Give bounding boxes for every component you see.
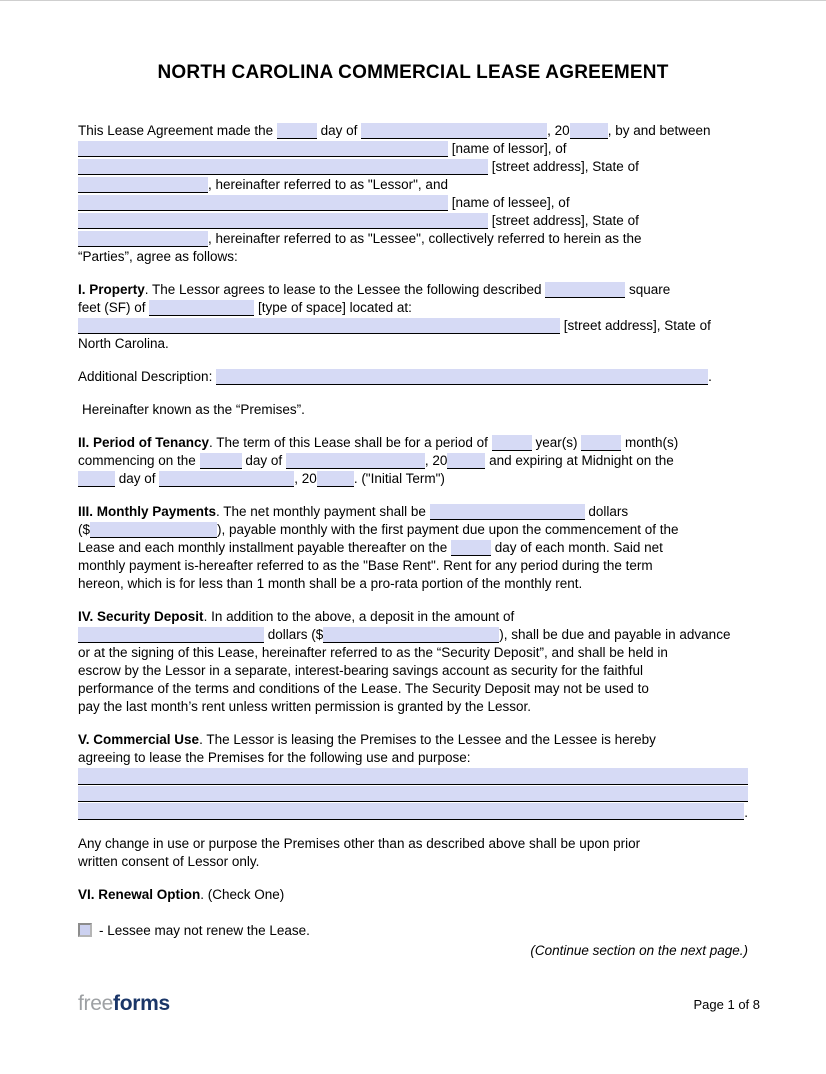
property-street-address-field[interactable] bbox=[78, 318, 560, 334]
intro-text: , by and between bbox=[607, 123, 711, 138]
start-month-field[interactable] bbox=[286, 453, 425, 469]
tenancy-text: month(s) bbox=[621, 435, 679, 450]
intro-text: , hereinafter referred to as "Lessee", collectively referred to herein as the bbox=[208, 231, 642, 246]
lessee-street-address-field[interactable] bbox=[78, 213, 488, 229]
tenancy-text: and expiring at Midnight on the bbox=[485, 453, 674, 468]
commercial-heading: V. Commercial Use bbox=[78, 732, 200, 747]
premises-text: Hereinafter known as the “Premises”. bbox=[82, 402, 305, 417]
property-text: [street address], State of bbox=[560, 318, 711, 333]
year-field[interactable] bbox=[570, 123, 608, 139]
security-text: performance of the terms and conditions of the Lease. The Security Deposit may not be used to bbox=[78, 681, 649, 696]
commercial-text: . The Lessor is leasing the Premises to the Lessee and the Lessee is hereby bbox=[199, 732, 656, 747]
deposit-amount-words-field[interactable] bbox=[78, 627, 264, 643]
intro-text: day of bbox=[316, 123, 362, 138]
rent-amount-number-field[interactable] bbox=[90, 522, 217, 538]
no-renewal-label: - Lessee may not renew the Lease. bbox=[99, 922, 310, 938]
property-text: North Carolina. bbox=[78, 336, 169, 351]
intro-line-6 bbox=[78, 212, 748, 230]
rent-due-day-field[interactable] bbox=[451, 540, 491, 556]
section-renewal-option bbox=[78, 886, 748, 904]
use-purpose-line-1-field[interactable] bbox=[78, 768, 748, 785]
section-tenancy bbox=[78, 434, 748, 488]
tenancy-text: , 20 bbox=[424, 453, 448, 468]
rent-amount-words-field[interactable] bbox=[430, 504, 585, 520]
security-heading: IV. Security Deposit bbox=[78, 609, 204, 624]
monthly-text: Lease and each monthly installment payable thereafter on the bbox=[78, 540, 451, 555]
tenancy-text: year(s) bbox=[531, 435, 582, 450]
page-number: Page 1 of 8 bbox=[693, 997, 760, 1012]
premises-statement bbox=[78, 401, 748, 419]
commercial-text: agreeing to lease the Premises for the following use and purpose: bbox=[78, 750, 471, 765]
intro-line-7 bbox=[78, 230, 748, 248]
intro-text: [name of lessee], of bbox=[448, 195, 570, 210]
intro-text: [name of lessor], of bbox=[448, 141, 567, 156]
intro-line-5 bbox=[78, 194, 748, 212]
document-content bbox=[0, 62, 826, 960]
monthly-text: dollars bbox=[584, 504, 629, 519]
property-text: [type of space] located at: bbox=[254, 300, 412, 315]
continue-note: (Continue section on the next page.) bbox=[530, 942, 748, 958]
no-renewal-checkbox[interactable] bbox=[78, 923, 92, 937]
logo-free-text: free bbox=[78, 992, 113, 1015]
renewal-heading: VI. Renewal Option bbox=[78, 886, 201, 902]
monthly-text: ($ bbox=[78, 522, 91, 537]
section-commercial-use bbox=[78, 731, 748, 820]
tenancy-text: . The term of this Lease shall be for a period of bbox=[209, 435, 492, 450]
monthly-text: hereon, which is for less than 1 month shall be a pro-rata portion of the monthly rent. bbox=[78, 576, 583, 591]
renewal-option-1 bbox=[78, 922, 748, 940]
property-text: square bbox=[625, 282, 671, 297]
logo-forms-text: forms bbox=[113, 992, 170, 1015]
end-day-field[interactable] bbox=[78, 471, 115, 487]
intro-text: , hereinafter referred to as "Lessor", and bbox=[208, 177, 448, 192]
tenancy-text: commencing on the bbox=[78, 453, 200, 468]
intro-line-1 bbox=[78, 122, 748, 140]
intro-text: This Lease Agreement made the bbox=[78, 123, 277, 138]
intro-line-8 bbox=[78, 248, 748, 266]
page-footer bbox=[78, 993, 760, 1014]
property-text: feet (SF) of bbox=[78, 300, 150, 315]
type-of-space-field[interactable] bbox=[149, 300, 254, 316]
property-text: . The Lessor agrees to lease to the Lessee the following described bbox=[144, 282, 546, 297]
property-heading: I. Property bbox=[78, 282, 145, 297]
section-monthly-payments bbox=[78, 503, 748, 593]
security-text: . In addition to the above, a deposit in the amount of bbox=[203, 609, 515, 624]
use-purpose-line-3-field[interactable] bbox=[78, 803, 744, 820]
use-purpose-line-2-field[interactable] bbox=[78, 786, 748, 803]
additional-description bbox=[78, 368, 748, 386]
lessor-name-field[interactable] bbox=[78, 141, 448, 157]
use-change-paragraph bbox=[78, 835, 748, 871]
security-text: escrow by the Lessor in a separate, interest-bearing savings account as security for the faithful bbox=[78, 663, 644, 678]
intro-text: [street address], State of bbox=[488, 159, 639, 174]
renewal-text: . (Check One) bbox=[200, 886, 285, 902]
use-change-text: Any change in use or purpose the Premises other than as described above shall be upon prior bbox=[78, 835, 641, 851]
intro-line-3 bbox=[78, 158, 748, 176]
security-text: dollars ($ bbox=[264, 627, 324, 642]
security-text: ), shall be due and payable in advance bbox=[499, 627, 731, 642]
start-day-field[interactable] bbox=[200, 453, 242, 469]
deposit-amount-number-field[interactable] bbox=[323, 627, 499, 643]
start-year-field[interactable] bbox=[447, 453, 485, 469]
freeforms-logo bbox=[78, 993, 170, 1014]
monthly-text: . The net monthly payment shall be bbox=[216, 504, 430, 519]
security-text: or at the signing of this Lease, hereinafter referred to as the “Security Deposit”, and shall be held in bbox=[78, 645, 668, 660]
intro-line-4 bbox=[78, 176, 748, 194]
intro-text: “Parties”, agree as follows: bbox=[78, 249, 238, 264]
tenancy-text: day of bbox=[241, 453, 286, 468]
lessor-street-address-field[interactable] bbox=[78, 159, 488, 175]
section-security-deposit bbox=[78, 608, 748, 716]
monthly-text: ), payable monthly with the first payment due upon the commencement of the bbox=[217, 522, 679, 537]
lessee-state-field[interactable] bbox=[78, 231, 208, 247]
use-purpose-period: . bbox=[744, 804, 748, 820]
security-text: pay the last month’s rent unless written permission is granted by the Lessor. bbox=[78, 699, 531, 714]
lessor-state-field[interactable] bbox=[78, 177, 208, 193]
section-property bbox=[78, 281, 748, 353]
additional-description-field[interactable] bbox=[216, 369, 708, 385]
intro-text: [street address], State of bbox=[488, 213, 639, 228]
tenancy-text: day of bbox=[115, 471, 160, 486]
term-years-field[interactable] bbox=[492, 435, 532, 451]
tenancy-text: , 20 bbox=[294, 471, 317, 486]
term-months-field[interactable] bbox=[581, 435, 621, 451]
monthly-text: monthly payment is-hereafter referred to as the "Base Rent". Rent for any period during the term bbox=[78, 558, 653, 573]
tenancy-text: . ("Initial Term") bbox=[353, 471, 445, 486]
additional-description-label: Additional Description: bbox=[78, 369, 217, 384]
tenancy-heading: II. Period of Tenancy bbox=[78, 435, 210, 450]
additional-description-period: . bbox=[708, 369, 712, 384]
intro-text: , 20 bbox=[547, 123, 570, 138]
month-field[interactable] bbox=[361, 123, 547, 139]
square-feet-field[interactable] bbox=[545, 282, 625, 298]
intro-line-2 bbox=[78, 140, 748, 158]
intro-paragraph bbox=[78, 122, 748, 266]
lessee-name-field[interactable] bbox=[78, 195, 448, 211]
end-year-field[interactable] bbox=[317, 471, 354, 487]
document-title: NORTH CAROLINA COMMERCIAL LEASE AGREEMENT bbox=[157, 62, 669, 83]
end-month-field[interactable] bbox=[159, 471, 294, 487]
use-change-text: written consent of Lessor only. bbox=[78, 853, 260, 869]
monthly-text: day of each month. Said net bbox=[491, 540, 663, 555]
day-of-month-field[interactable] bbox=[277, 123, 317, 139]
monthly-heading: III. Monthly Payments bbox=[78, 504, 217, 519]
